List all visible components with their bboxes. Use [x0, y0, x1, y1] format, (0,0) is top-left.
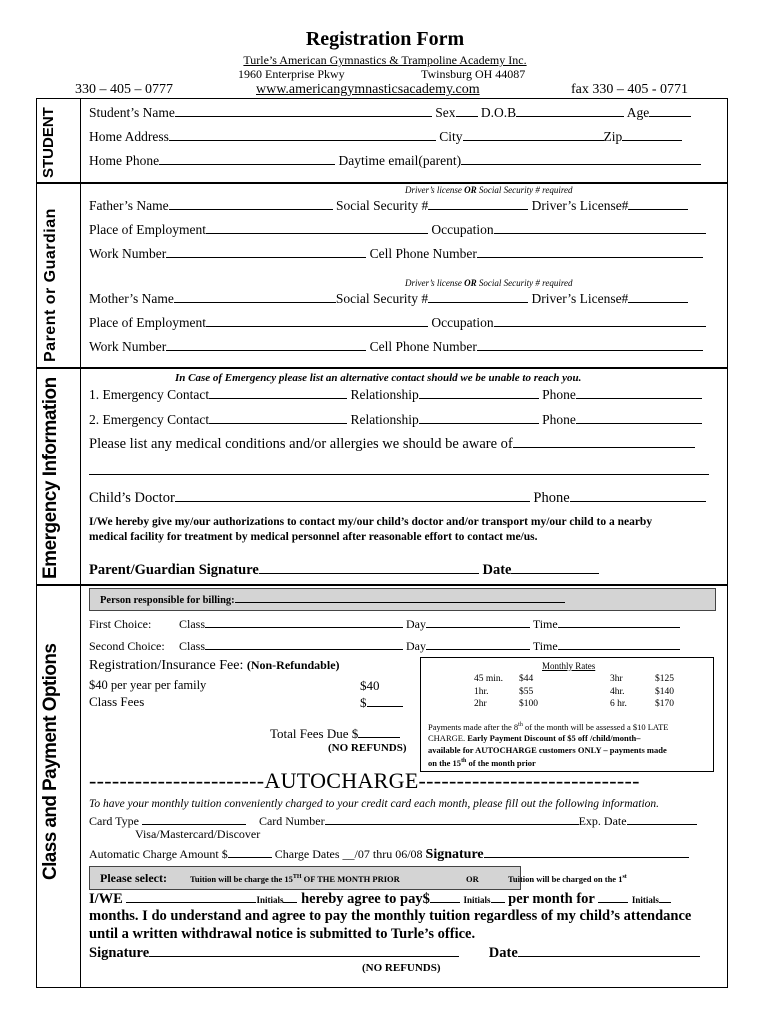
mother-name-field[interactable] [174, 290, 336, 303]
fax-number: fax 330 – 405 - 0771 [571, 82, 689, 97]
second-choice-row [89, 637, 680, 654]
autocharge-description: To have your monthly tuition conveniently charged to your credit card each month, please fill out the following information. [89, 798, 660, 810]
mother-work-field[interactable] [166, 338, 366, 351]
second-class-field[interactable] [205, 637, 403, 650]
exp-date-label: Exp. Date [578, 814, 627, 828]
initials-2-label: Initials [463, 895, 491, 905]
father-employment-field[interactable] [206, 221, 428, 234]
home-address-label: Home Address [89, 129, 169, 144]
mother-ssn-label: Social Security # [335, 291, 429, 306]
iwe-label: I/WE [89, 891, 123, 907]
zip-label: Zip [603, 129, 623, 144]
first-time-label: Time [532, 617, 558, 631]
father-dl-field[interactable] [628, 197, 688, 210]
rates-left-column [474, 673, 538, 711]
charge-dates-label: Charge Dates __/07 thru 06/08 [274, 847, 423, 861]
id-requirement-note: Driver’s license OR Social Security # required [405, 185, 573, 195]
mother-occupation-label: Occupation [431, 315, 494, 330]
initials-3-field[interactable] [659, 890, 671, 903]
first-class-label: Class [179, 617, 206, 631]
first-class-field[interactable] [205, 615, 403, 628]
form-title: Registration Form [305, 28, 465, 50]
option-15th[interactable]: Tuition will be charge the 15TH OF THE MONTH PRIOR [190, 874, 400, 884]
initials-2-field[interactable] [491, 890, 505, 903]
final-date-field[interactable] [518, 944, 700, 957]
option-1st[interactable]: Tuition will be charged on the 1st [508, 874, 627, 884]
street-address: 1960 Enterprise Pkwy [238, 67, 345, 81]
no-refunds-label-1: (NO REFUNDS) [328, 742, 407, 754]
auto-amount-label: Automatic Charge Amount $ [89, 847, 228, 861]
final-date-label: Date [488, 945, 518, 961]
non-refundable-label: (Non-Refundable) [246, 658, 340, 672]
relationship-2-field[interactable] [419, 411, 539, 424]
registration-fee-label: Registration/Insurance Fee: [89, 658, 244, 673]
medical-conditions-row [89, 435, 695, 453]
card-number-label: Card Number [258, 814, 325, 828]
home-phone-row [89, 152, 701, 169]
doctor-phone-field[interactable] [570, 489, 706, 502]
emergency-heading: In Case of Emergency please list an alternative contact should we be unable to reach you. [175, 372, 582, 384]
auto-amount-field[interactable] [228, 845, 272, 858]
late-policy-text: Payments made after the 8th of the month will be assessed a $10 LATE CHARGE. Early Payment Discount of $5 off /child/month– available for AUTOCHARGE customers ONLY – payments made on the 15th of the month prior [428, 721, 669, 769]
mother-cell-field[interactable] [477, 338, 703, 351]
monthly-rates-title: Monthly Rates [542, 661, 596, 671]
mother-phone-row [89, 338, 703, 355]
medical-conditions-field[interactable] [513, 435, 695, 448]
second-choice-label: Second Choice: [89, 639, 165, 653]
iwe-name-field[interactable] [126, 890, 256, 903]
months-count-field[interactable] [598, 890, 628, 903]
consent-text-2: medical facility for treatment by medical personnel after reasonable effort to contact me/us. [89, 531, 538, 543]
registration-fee-row [89, 658, 340, 674]
exp-date-field[interactable] [627, 812, 697, 825]
rate-4hr-price: $140 [655, 686, 674, 697]
agreement-row-1 [89, 890, 671, 908]
father-ssn-field[interactable] [428, 197, 528, 210]
emergency-contact-2-label: 2. Emergency Contact [89, 412, 210, 427]
father-phone-row [89, 245, 703, 262]
rate-4hr-label: 4hr. [610, 686, 625, 697]
sex-label: Sex [435, 105, 456, 120]
final-signature-field[interactable] [149, 944, 459, 957]
per-year-label: $40 per year per family [89, 678, 207, 692]
mother-row [89, 290, 688, 307]
city-address: Twinsburg OH 44087 [421, 67, 526, 81]
class-fees-row [360, 694, 403, 711]
dob-label: D.O.B [480, 105, 517, 120]
mother-work-label: Work Number [89, 339, 167, 354]
father-ssn-label: Social Security # [335, 198, 429, 213]
childs-doctor-label: Child’s Doctor [89, 490, 175, 506]
home-address-field[interactable] [169, 128, 436, 141]
home-address-row [89, 128, 682, 145]
home-phone-label: Home Phone [89, 153, 160, 168]
rate-2hr-price: $100 [519, 699, 538, 709]
second-class-label: Class [179, 639, 206, 653]
sex-field[interactable] [456, 104, 478, 117]
relationship-2-label: Relationship [350, 412, 419, 427]
signature-date-label: Date [482, 562, 512, 578]
signature-date-field[interactable] [511, 561, 599, 574]
rate-1hr-price: $55 [519, 686, 534, 697]
phone-1-label: Phone [542, 387, 576, 402]
student-section-label: STUDENT [40, 107, 57, 178]
registration-fee-amount: $40 [360, 678, 380, 693]
autocharge-banner: -----------------------AUTOCHARGE----------------------------- [89, 768, 640, 793]
second-time-label: Time [532, 639, 558, 653]
no-refunds-label-2: (NO REFUNDS) [362, 962, 441, 974]
father-employment-row [89, 221, 706, 238]
father-work-label: Work Number [89, 246, 167, 261]
rate-45min-label: 45 min. [474, 674, 504, 684]
father-employment-label: Place of Employment [89, 222, 206, 237]
doctor-phone-label: Phone [533, 490, 570, 506]
student-name-field[interactable] [175, 104, 432, 117]
childs-doctor-field[interactable] [175, 489, 530, 502]
class-section-label: Class and Payment Options [40, 643, 61, 880]
phone-number: 330 – 405 – 0777 [75, 82, 173, 97]
company-name: Turle’s American Gymnastics & Trampoline Academy Inc. [243, 53, 527, 67]
second-time-field[interactable] [558, 637, 680, 650]
city-label: City [439, 129, 463, 144]
daytime-email-field[interactable] [461, 152, 701, 165]
or-label: OR [466, 874, 479, 884]
signature-row [89, 561, 599, 579]
card-type-label: Card Type [89, 814, 139, 828]
father-name-label: Father’s Name [89, 198, 169, 213]
medical-conditions-extra-line[interactable] [89, 473, 709, 475]
emergency-contact-2-field[interactable] [209, 411, 347, 424]
father-name-field[interactable] [169, 197, 333, 210]
age-label: Age [626, 105, 650, 120]
phone-2-field[interactable] [576, 411, 702, 424]
emergency-contact-1-label: 1. Emergency Contact [89, 387, 210, 402]
age-field[interactable] [649, 104, 691, 117]
father-cell-field[interactable] [477, 245, 703, 258]
childs-doctor-row [89, 489, 706, 507]
student-name-label: Student’s Name [89, 105, 175, 120]
rate-6hr-price: $170 [655, 699, 674, 709]
second-day-label: Day [406, 639, 427, 653]
rate-3hr-label: 3hr [610, 674, 623, 684]
parent-signature-label: Parent/Guardian Signature [89, 562, 259, 578]
mother-dl-field[interactable] [628, 290, 688, 303]
rate-6hr-label: 6 hr. [610, 699, 627, 709]
final-signature-row [89, 944, 700, 962]
father-occupation-field[interactable] [494, 221, 706, 234]
accepted-cards: Visa/Mastercard/Discover [135, 827, 261, 841]
agreement-text-2: months. I do understand and agree to pay the monthly tuition regardless of my child’s attendance [89, 908, 692, 924]
agree-amount-field[interactable] [430, 890, 460, 903]
father-work-field[interactable] [166, 245, 366, 258]
daytime-email-label: Daytime email(parent) [338, 153, 462, 168]
parent-signature-field[interactable] [259, 561, 479, 574]
rate-45min-price: $44 [519, 674, 534, 684]
agree-label: hereby agree to pay$ [297, 891, 430, 907]
id-requirement-note-2: Driver’s license OR Social Security # required [405, 278, 573, 288]
mother-name-label: Mother’s Name [89, 291, 174, 306]
home-phone-field[interactable] [159, 152, 335, 165]
emergency-contact-1-row [89, 386, 702, 403]
card-type-field[interactable] [142, 812, 246, 825]
rate-2hr-label: 2hr [474, 699, 487, 709]
autocharge-amount-row [89, 845, 689, 863]
billing-responsible-label: Person responsible for billing: [100, 595, 235, 606]
agreement-text-3: until a written withdrawal notice is submitted to Turle’s office. [89, 926, 476, 942]
second-day-field[interactable] [426, 637, 530, 650]
father-occupation-label: Occupation [431, 222, 494, 237]
parent-section-label: Parent or Guardian [42, 208, 59, 362]
class-fees-label: Class Fees [89, 694, 145, 709]
father-cell-label: Cell Phone Number [369, 246, 477, 261]
initials-3-label: Initials [631, 895, 659, 905]
relationship-1-field[interactable] [419, 386, 539, 399]
first-day-field[interactable] [426, 615, 530, 628]
auto-signature-field[interactable] [484, 845, 689, 858]
first-day-label: Day [406, 617, 427, 631]
father-dl-label: Driver’s License# [531, 198, 629, 213]
card-number-field[interactable] [325, 812, 579, 825]
first-choice-row [89, 615, 680, 632]
student-name-row [89, 104, 691, 121]
phone-1-field[interactable] [576, 386, 702, 399]
mother-dl-label: Driver’s License# [531, 291, 629, 306]
total-fees-row [270, 725, 400, 742]
consent-text-1: I/We hereby give my/our authorizations to contact my/our child’s doctor and/or transport my/our child to a nearby [89, 516, 653, 528]
mother-cell-label: Cell Phone Number [369, 339, 477, 354]
website-link[interactable]: www.americangymnasticsacademy.com [256, 82, 480, 97]
mother-employment-row [89, 314, 706, 331]
total-fees-label: Total Fees Due $ [270, 726, 359, 741]
emergency-contact-1-field[interactable] [209, 386, 347, 399]
mother-ssn-field[interactable] [428, 290, 528, 303]
class-fees-field[interactable] [367, 694, 403, 707]
initials-1-label: Initials [256, 895, 284, 905]
billing-responsible-row [100, 593, 565, 606]
mother-employment-label: Place of Employment [89, 315, 206, 330]
rates-right-column [610, 673, 674, 711]
auto-signature-label: Signature [425, 847, 484, 862]
per-month-label: per month for [504, 891, 599, 907]
first-time-field[interactable] [558, 615, 680, 628]
class-fees-dollar: $ [360, 695, 367, 710]
dob-field[interactable] [516, 104, 624, 117]
billing-responsible-field[interactable] [235, 593, 565, 603]
emergency-contact-2-row [89, 411, 702, 428]
relationship-1-label: Relationship [350, 387, 419, 402]
mother-occupation-field[interactable] [494, 314, 706, 327]
city-field[interactable] [463, 128, 604, 141]
please-select-label: Please select: [100, 871, 167, 885]
father-row [89, 197, 688, 214]
rate-3hr-price: $125 [655, 674, 674, 684]
final-signature-label: Signature [89, 945, 150, 961]
first-choice-label: First Choice: [89, 617, 152, 631]
emergency-section-label: Emergency Information [40, 377, 61, 579]
total-fees-field[interactable] [358, 725, 400, 738]
zip-field[interactable] [622, 128, 682, 141]
rate-1hr-label: 1hr. [474, 686, 489, 697]
phone-2-label: Phone [542, 412, 576, 427]
mother-employment-field[interactable] [206, 314, 428, 327]
medical-conditions-label: Please list any medical conditions and/or allergies we should be aware of [89, 436, 513, 452]
initials-1-field[interactable] [283, 890, 297, 903]
